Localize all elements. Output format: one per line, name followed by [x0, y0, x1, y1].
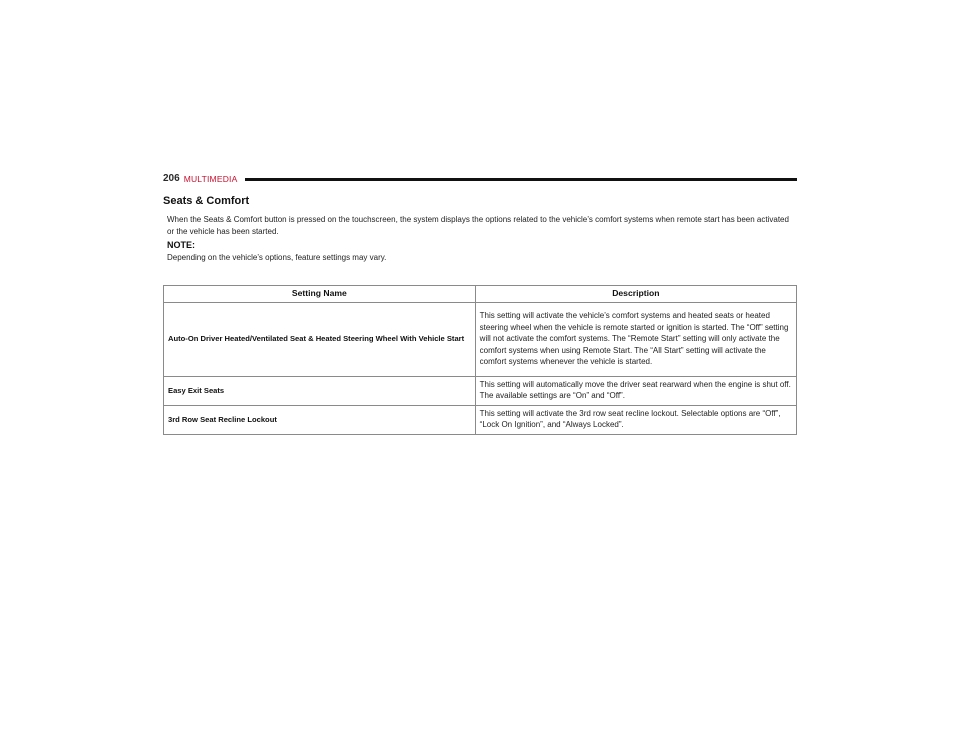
table-row [164, 405, 797, 434]
header-rule [245, 178, 797, 181]
table-header-row [164, 286, 797, 303]
setting-description-cell: This setting will activate the 3rd row seat recline lockout. Selectable options are “Off”, “Lock On Ignition”, and “Always Locked”. [475, 405, 796, 434]
column-header-setting-name: Setting Name [164, 286, 476, 303]
intro-paragraph: When the Seats & Comfort button is pressed on the touchscreen, the system displays the options related to the vehicle’s comfort systems when remote start has been activated or the vehicle has been started. [167, 215, 789, 236]
setting-name-cell: Auto-On Driver Heated/Ventilated Seat & Heated Steering Wheel With Vehicle Start [164, 303, 476, 377]
setting-name-cell: 3rd Row Seat Recline Lockout [164, 405, 476, 434]
page-header [163, 172, 797, 186]
table-row [164, 377, 797, 406]
column-header-description: Description [475, 286, 796, 303]
table-row [164, 303, 797, 377]
section-title: Seats & Comfort [163, 195, 250, 207]
setting-description-cell: This setting will activate the vehicle’s comfort systems and heated seats or heated steering wheel when the vehicle is remote started or ignition is started. The “Off” setting will not activate the comfort systems. The “Remote Start” setting will only activate the comfort systems when using Remote Start. The “All Start” setting will activate the comfort systems whenever the vehicle is started. [475, 303, 796, 377]
section-name: MULTIMEDIA [183, 174, 238, 184]
note-body: Depending on the vehicle’s options, feature settings may vary. [167, 253, 387, 262]
page-number: 206 [163, 173, 180, 184]
setting-description-cell: This setting will automatically move the driver seat rearward when the engine is shut off. The available settings are “On” and “Off”. [475, 377, 796, 406]
setting-name-cell: Easy Exit Seats [164, 377, 476, 406]
settings-table [163, 285, 797, 435]
note-heading: NOTE: [167, 240, 195, 250]
